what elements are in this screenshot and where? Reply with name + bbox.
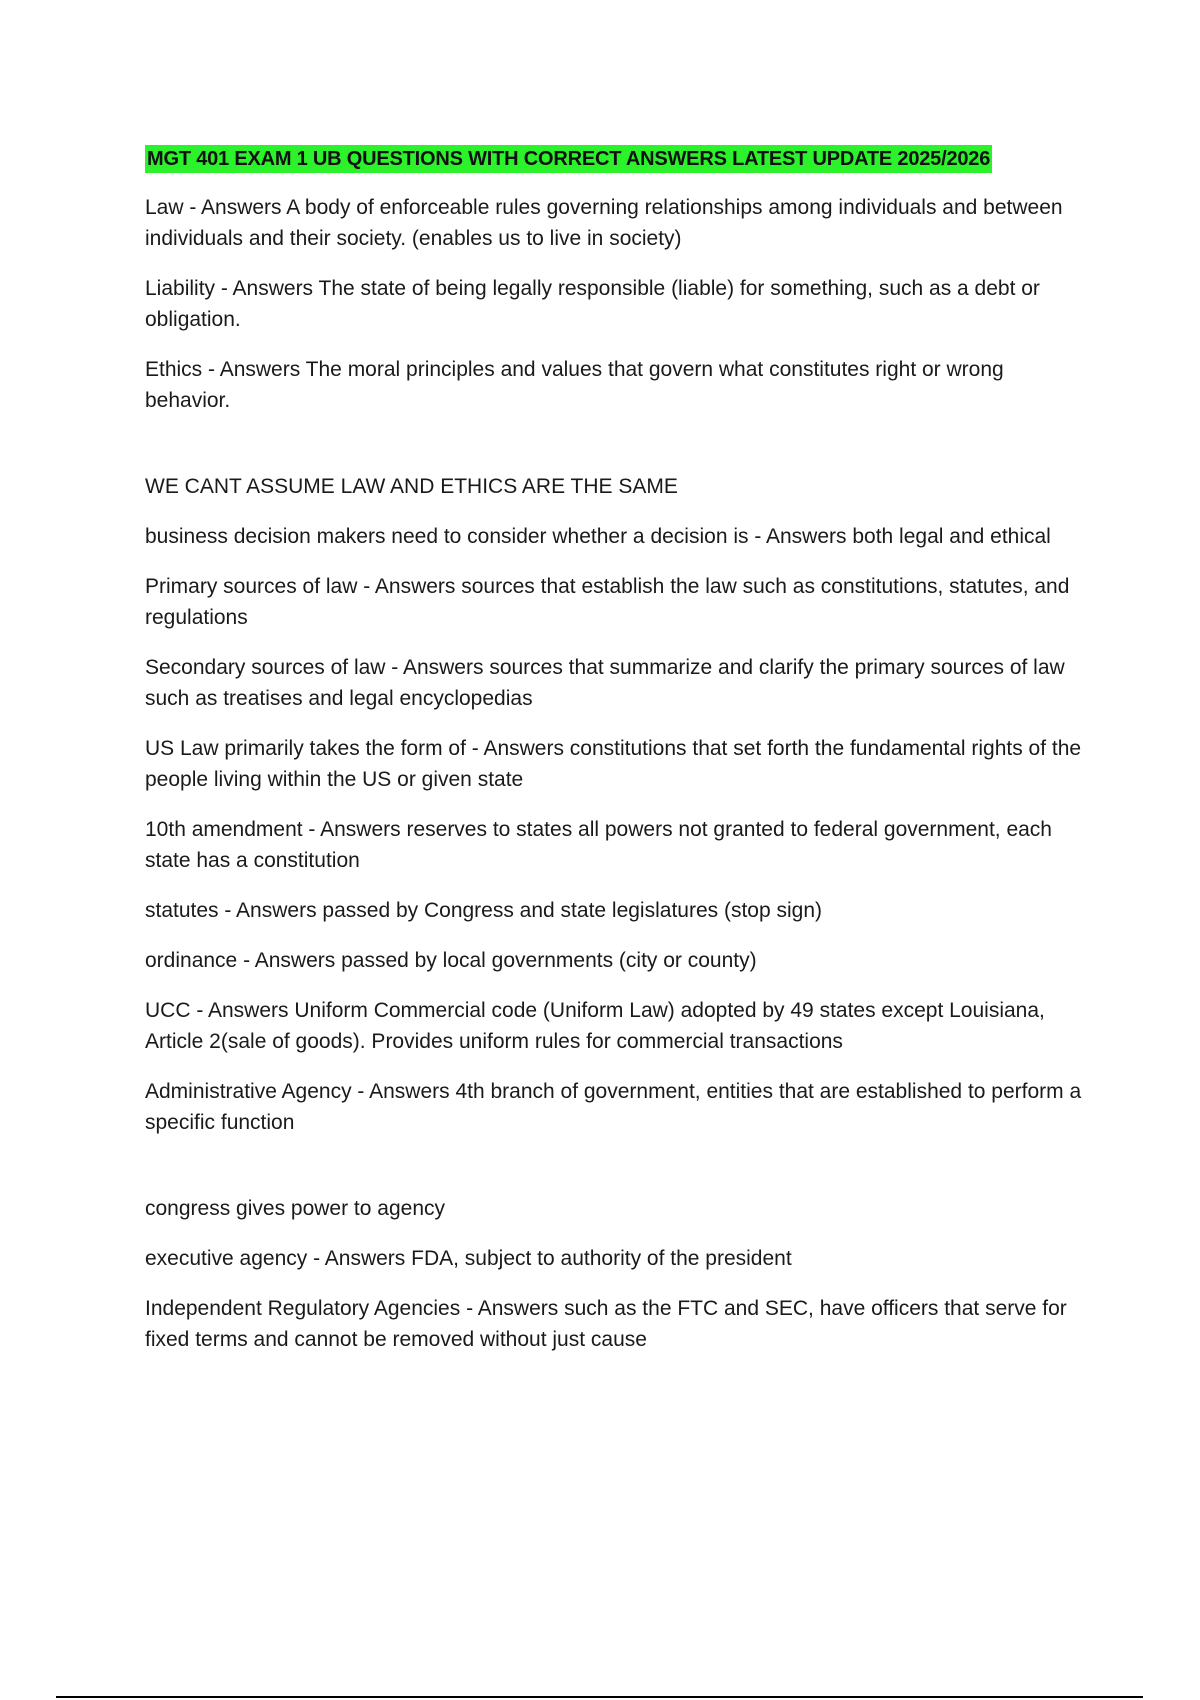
entry-10th-amendment: 10th amendment - Answers reserves to states all powers not granted to federal government, each state has a constitution bbox=[145, 818, 1052, 872]
entry-us-law: US Law primarily takes the form of - Answers constitutions that set forth the fundamental rights of the people living within the US or given state bbox=[145, 737, 1082, 791]
entry-liability: Liability - Answers The state of being legally responsible (liable) for something, such as a debt or obligation. bbox=[145, 277, 1040, 331]
entry-administrative-agency: Administrative Agency - Answers 4th branch of government, entities that are established to perform a specific function bbox=[145, 1080, 1082, 1134]
entry-independent-agencies: Independent Regulatory Agencies - Answers such as the FTC and SEC, have officers that serve for fixed terms and cannot be removed without just cause bbox=[145, 1297, 1067, 1351]
page-bottom-rule bbox=[56, 1696, 1143, 1698]
document-body bbox=[145, 192, 1090, 1374]
entry-ordinance: ordinance - Answers passed by local governments (city or county) bbox=[145, 949, 757, 972]
entry-secondary-sources: Secondary sources of law - Answers sources that summarize and clarify the primary sources of law such as treatises and legal encyclopedias bbox=[145, 656, 1065, 710]
entry-executive-agency: executive agency - Answers FDA, subject to authority of the president bbox=[145, 1247, 792, 1270]
entry-law-ethics-note: WE CANT ASSUME LAW AND ETHICS ARE THE SAME bbox=[145, 475, 678, 498]
entry-primary-sources: Primary sources of law - Answers sources that establish the law such as constitutions, statutes, and regulations bbox=[145, 575, 1070, 629]
entry-law: Law - Answers A body of enforceable rules governing relationships among individuals and between individuals and their society. (enables us to live in society) bbox=[145, 196, 1063, 250]
entry-statutes: statutes - Answers passed by Congress and state legislatures (stop sign) bbox=[145, 899, 823, 922]
entry-ethics: Ethics - Answers The moral principles and values that govern what constitutes right or wrong behavior. bbox=[145, 358, 1004, 412]
entry-business-decision: business decision makers need to consider whether a decision is - Answers both legal and ethical bbox=[145, 525, 1051, 548]
entry-ucc: UCC - Answers Uniform Commercial code (Uniform Law) adopted by 49 states except Louisiana, Article 2(sale of goods). Provides uniform rules for commercial transactions bbox=[145, 999, 1045, 1053]
document-title: MGT 401 EXAM 1 UB QUESTIONS WITH CORRECT ANSWERS LATEST UPDATE 2025/2026 bbox=[145, 145, 992, 173]
entry-congress-power: congress gives power to agency bbox=[145, 1197, 445, 1220]
